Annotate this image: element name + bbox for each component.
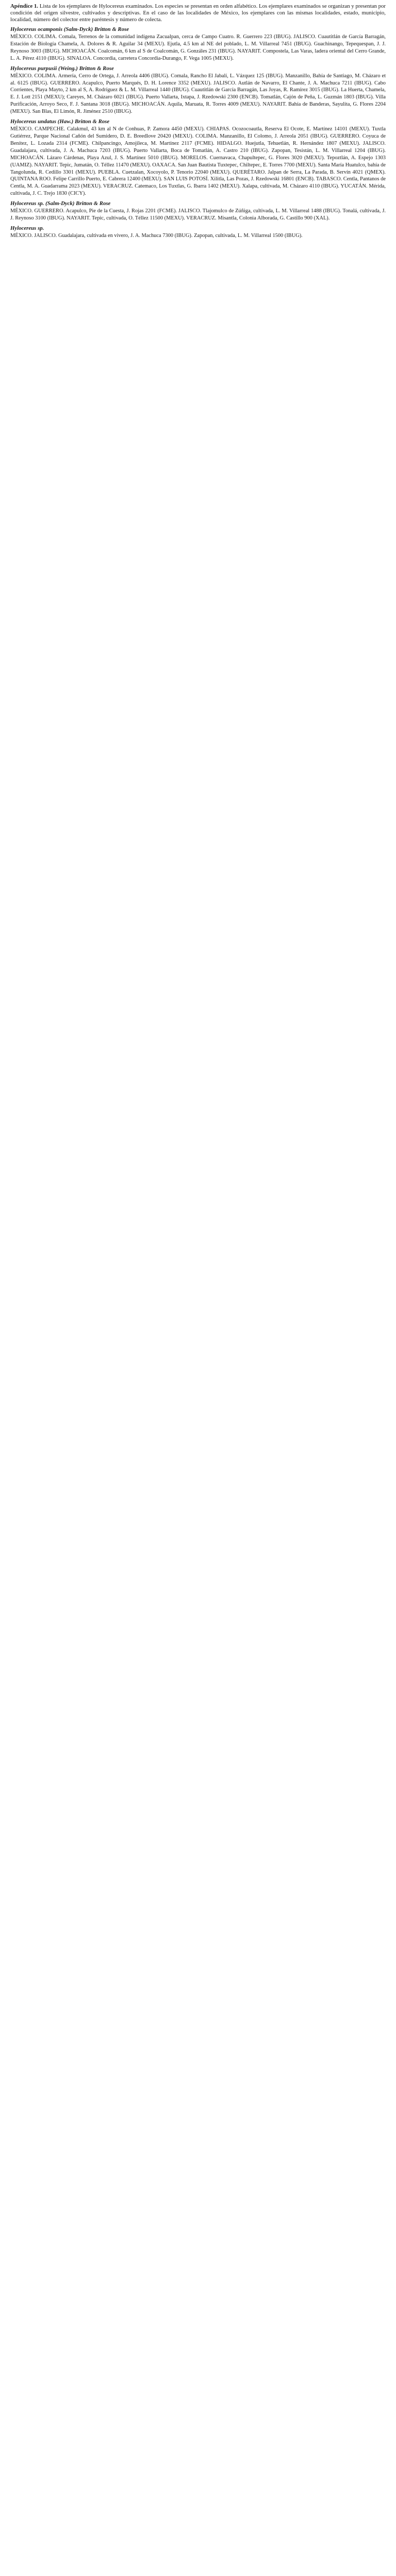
section-heading: Hylocereus undatus (Haw.) Britton & Rose xyxy=(10,118,110,125)
appendix-label: Apéndice 1. xyxy=(10,3,38,9)
section-sp xyxy=(10,225,386,240)
section-body: MÉXICO. JALISCO. Guadalajara, cultivada en vivero, J. A. Machuca 7300 (IBUG). Zapopan, cultivada, L. M. Villarreal 1500 (IBUG). xyxy=(10,232,303,239)
section-body: MÉXICO. COLIMA. Armería, Cerro de Ortega, J. Arreola 4406 (IBUG). Comala, Rancho El Jabalí, L. Vázquez 125 (IBUG). Manzanillo, Bahía de Santiago, M. Cházaro et al. 6125 (IBUG). GUERRERO. Acapulco, Puerto Marqués, D. H. Lorence 3352 (MEXU). JALISCO. Autlán de Navarro, El Chante, J. A. Machuca 7211 (IBUG). Cabo Corrientes, Playa Mayto, 2 km al S, A. Rodríguez & L. M. Villarreal 1440 (IBUG). Cuautitlán de García Barragán, Las Joyas, R. Ramírez 3015 (IBUG). La Huerta, Chamela, E. J. Lott 2151 (MEXU); Careyes, M. Cházaro 6021 (IBUG). Puerto Vallarta, Ixtapa, J. Rzedowski 2300 (ENCB). Tomatlán, Cajón de Peña, L. Guzmán 1803 (IBUG). Villa Purificación, Arroyo Seco, F. J. Santana 3018 (IBUG). MICHOACÁN. Aquila, Maruata, R. Torres 4009 (MEXU). NAYARIT. Bahía de Banderas, Sayulita, G. Flores 2204 (MEXU). San Blas, El Limón, R. Jiménez 2510 (IBUG). xyxy=(10,73,386,115)
appendix-title-text: Lista de los ejemplares de Hylocereus examinados. Los especies se presentan en orden alfabético. Los ejemplares examinados se organizan y presentan por condición del origen silvestre, cultivados y descriptivas. En el caso de las localidades de México, los ejemplares con las mismas localidades, estado, municipio, localidad, número del colector entre paréntesis y número de colecta. xyxy=(10,3,386,23)
section-sp-salm-dyck xyxy=(10,200,386,222)
section-heading: Hylocereus sp. (Salm-Dyck) Britton & Rose xyxy=(10,200,111,207)
section-body: MÉXICO. COLIMA. Comala, Terrenos de la comunidad indígena Zacualpan, cerca de Campo Cuatro. R. Guerrero 223 (IBUG). JALISCO. Cuautitlán de García Barragán, Estación de Biología Chamela, A. Dolores & R. Aguilar 34 (MEXU). Ejutla, 4.5 km al NE del poblado, L. M. Villarreal 7451 (IBUG). Guachinango, Tepequespan, J. J. Reynoso 3003 (IBUG). MICHOACÁN. Coalcomán, 6 km al S de Coalcomán, G. Gonzáles 231 (IBUG). NAYARIT. Compostela, Las Varas, ladera oriental del Cerro Grande, L. A. Pérez 4110 (IBUG). SINALOA. Concordia, carretera Concordia-Durango, F. Vega 1005 (MEXU). xyxy=(10,34,386,61)
appendix-title xyxy=(10,3,386,23)
section-heading: Hylocereus sp. xyxy=(10,225,44,231)
section-undatus xyxy=(10,118,386,197)
section-ocamponis xyxy=(10,26,386,62)
section-heading: Hylocereus purpusii (Weing.) Britton & Rose xyxy=(10,65,114,72)
section-heading: Hylocereus ocamponis (Salm-Dyck) Britton & Rose xyxy=(10,26,129,32)
appendix-page xyxy=(10,3,386,243)
section-purpusii xyxy=(10,65,386,115)
section-body: MÉXICO. GUERRERO. Acapulco, Pie de la Cuesta, J. Rojas 2201 (FCME). JALISCO. Tlajomulco de Zúñiga, cultivada, L. M. Villarreal 1488 (IBUG). Tonalá, cultivada, J. J. Reynoso 3100 (IBUG). NAYARIT. Tepic, cultivada, O. Téllez 11500 (MEXU). VERACRUZ. Misantla, Colonia Alborada, G. Castillo 900 (XAL). xyxy=(10,208,386,222)
section-body: MÉXICO. CAMPECHE. Calakmul, 43 km al N de Conhuas, P. Zamora 4450 (MEXU). CHIAPAS. Ocozocoautla, Reserva El Ocote, E. Martínez 14101 (MEXU). Tuxtla Gutiérrez, Parque Nacional Cañón del Sumidero, D. E. Breedlove 20420 (MEXU). COLIMA. Manzanillo, El Colomo, J. Arreola 2051 (IBUG). GUERRERO. Coyuca de Benítez, L. Lozada 2314 (FCME). Chilpancingo, Amojileca, M. Martínez 2117 (FCME). HIDALGO. Huejutla, Tehuetlán, R. Hernández 1807 (MEXU). JALISCO. Guadalajara, cultivada, J. A. Machuca 7203 (IBUG). Puerto Vallarta, Boca de Tomatlán, A. Castro 210 (IBUG). Zapopan, Tesistán, L. M. Villarreal 1204 (IBUG). MICHOACÁN. Lázaro Cárdenas, Playa Azul, J. S. Martínez 5010 (IBUG). MORELOS. Cuernavaca, Chapultepec, G. Flores 3020 (MEXU). Tepoztlán, A. Espejo 1303 (UAMIZ). NAYARIT. Tepic, Jumatán, O. Téllez 11470 (MEXU). OAXACA. San Juan Bautista Tuxtepec, Chiltepec, E. Torres 7700 (MEXU). Santa María Huatulco, bahía de Tangolunda, R. Cedillo 3301 (MEXU). PUEBLA. Cuetzalan, Xocoyolo, P. Tenorio 22040 (MEXU). QUERÉTARO. Jalpan de Serra, La Parada, B. Servín 4021 (QMEX). QUINTANA ROO. Felipe Carrillo Puerto, E. Cabrera 12400 (MEXU). SAN LUIS POTOSÍ. Xilitla, Las Pozas, J. Rzedowski 16801 (ENCB). TABASCO. Centla, Pantanos de Centla, M. A. Guadarrama 2023 (MEXU). VERACRUZ. Catemaco, Los Tuxtlas, G. Ibarra 1402 (MEXU). Xalapa, cultivada, M. Cházaro 4110 (IBUG). YUCATÁN. Mérida, cultivada, J. C. Trejo 1830 (CICY). xyxy=(10,126,386,197)
